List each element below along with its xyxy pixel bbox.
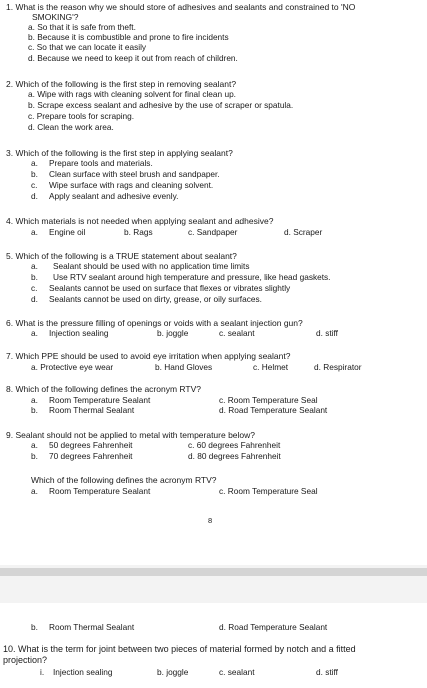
question-9-letter-a: a.	[31, 440, 38, 450]
question-5-letter-a: a.	[31, 261, 38, 271]
question-2-stem: 2. Which of the following is the first step in removing sealant?	[6, 79, 237, 89]
question-8-letter-a: a.	[31, 395, 38, 405]
question-7-stem: 7. Which PPE should be used to avoid eye irritation when applying sealant?	[6, 351, 291, 361]
question-1-option-d: d. Because we need to keep it out from reach of children.	[28, 53, 238, 63]
continued-option-d: d. Road Temperature Sealant	[219, 622, 328, 632]
question-3-option-a: Prepare tools and materials.	[49, 158, 153, 168]
question-4-option-d: d. Scraper	[284, 227, 323, 237]
question-5-option-d: Sealants cannot be used on dirty, grease, or oily surfaces.	[49, 294, 262, 304]
question-9-option-c: c. 60 degrees Fahrenheit	[188, 440, 281, 450]
page-separator-band	[0, 568, 427, 576]
question-8-option-c: c. Room Temperature Seal	[219, 395, 318, 405]
question-6-option-c: c. sealant	[219, 328, 255, 338]
question-1-option-c: c. So that we can locate it easily	[28, 42, 147, 52]
continued-option-b: Room Thermal Sealant	[49, 622, 135, 632]
question-8-option-d: d. Road Temperature Sealant	[219, 405, 328, 415]
question-10-option-b: b. joggle	[157, 667, 189, 677]
question-2-option-d: d. Clean the work area.	[28, 122, 114, 132]
question-4-option-c: c. Sandpaper	[188, 227, 238, 237]
question-9-option-b: 70 degrees Fahrenheit	[49, 451, 133, 461]
question-1-stem-cont: SMOKING'?	[32, 12, 79, 22]
question-8-letter-b: b.	[31, 405, 38, 415]
question-7-option-d: d. Respirator	[314, 362, 362, 372]
question-10-stem-cont: projection?	[3, 655, 48, 665]
question-3-letter-b: b.	[31, 169, 38, 179]
repeated-question-letter-a: a.	[31, 486, 38, 496]
question-3-letter-d: d.	[31, 191, 38, 201]
question-7-option-c: c. Helmet	[253, 362, 289, 372]
question-3-option-c: Wipe surface with rags and cleaning solvent.	[49, 180, 214, 190]
repeated-question-stem: Which of the following defines the acronym RTV?	[31, 475, 217, 485]
question-10-option-d: d. stiff	[316, 667, 338, 677]
question-7-option-b: b. Hand Gloves	[155, 362, 213, 372]
question-8-stem: 8. Which of the following defines the acronym RTV?	[6, 384, 201, 394]
question-8-option-b: Room Thermal Sealant	[49, 405, 135, 415]
question-3-stem: 3. Which of the following is the first step in applying sealant?	[6, 148, 233, 158]
question-6-stem: 6. What is the pressure filling of openings or voids with a sealant injection gun?	[6, 318, 303, 328]
question-4-option-a: Engine oil	[49, 227, 86, 237]
question-5-option-a: Sealant should be used with no application time limits	[53, 261, 250, 271]
question-4-option-b: b. Rags	[124, 227, 153, 237]
repeated-question-option-c: c. Room Temperature Seal	[219, 486, 318, 496]
question-6-option-b: b. joggle	[157, 328, 189, 338]
question-3-letter-a: a.	[31, 158, 38, 168]
question-5-option-b: Use RTV sealant around high temperature and pressure, like head gaskets.	[53, 272, 331, 282]
question-5-stem: 5. Which of the following is a TRUE statement about sealant?	[6, 251, 237, 261]
question-2-option-c: c. Prepare tools for scraping.	[28, 111, 135, 121]
question-2-option-a: a. Wipe with rags with cleaning solvent for final clean up.	[28, 89, 236, 99]
question-9-stem: 9. Sealant should not be applied to metal with temperature below?	[6, 430, 256, 440]
question-10-stem: 10. What is the term for joint between two pieces of material formed by notch and a fitted	[3, 644, 356, 654]
page-number: 8	[208, 516, 213, 525]
question-3-option-d: Apply sealant and adhesive evenly.	[49, 191, 179, 201]
question-10-letter-a: i.	[40, 667, 45, 677]
question-3-option-b: Clean surface with steel brush and sandpaper.	[49, 169, 220, 179]
question-5-letter-d: d.	[31, 294, 38, 304]
question-6-letter-a: a.	[31, 328, 38, 338]
question-9-letter-b: b.	[31, 451, 38, 461]
question-6-option-d: d. stiff	[316, 328, 338, 338]
question-10-option-c: c. sealant	[219, 667, 255, 677]
document-page-9	[0, 603, 427, 688]
question-5-option-c: Sealants cannot be used on surface that flexes or vibrates slightly	[49, 283, 291, 293]
question-10-option-a: Injection sealing	[53, 667, 113, 677]
question-1-stem: 1. What is the reason why we should store of adhesives and sealants and constrained to 'NO	[6, 2, 356, 12]
question-4-stem: 4. Which materials is not needed when applying sealant and adhesive?	[6, 216, 274, 226]
question-4-letter-a: a.	[31, 227, 38, 237]
continued-letter-b: b.	[31, 622, 38, 632]
question-8-option-a: Room Temperature Sealant	[49, 395, 151, 405]
question-1-option-b: b. Because it is combustible and prone to fire incidents	[28, 32, 229, 42]
question-5-letter-c: c.	[31, 283, 38, 293]
question-9-option-d: d. 80 degrees Fahrenheit	[188, 451, 281, 461]
question-1-option-a: a. So that it is safe from theft.	[28, 22, 136, 32]
question-5-letter-b: b.	[31, 272, 38, 282]
question-3-letter-c: c.	[31, 180, 38, 190]
repeated-question-option-a: Room Temperature Sealant	[49, 486, 151, 496]
question-2-option-b: b. Scrape excess sealant and adhesive by the use of scraper or spatula.	[28, 100, 294, 110]
question-7-option-a: a. Protective eye wear	[31, 362, 114, 372]
question-9-option-a: 50 degrees Fahrenheit	[49, 440, 133, 450]
question-6-option-a: Injection sealing	[49, 328, 109, 338]
